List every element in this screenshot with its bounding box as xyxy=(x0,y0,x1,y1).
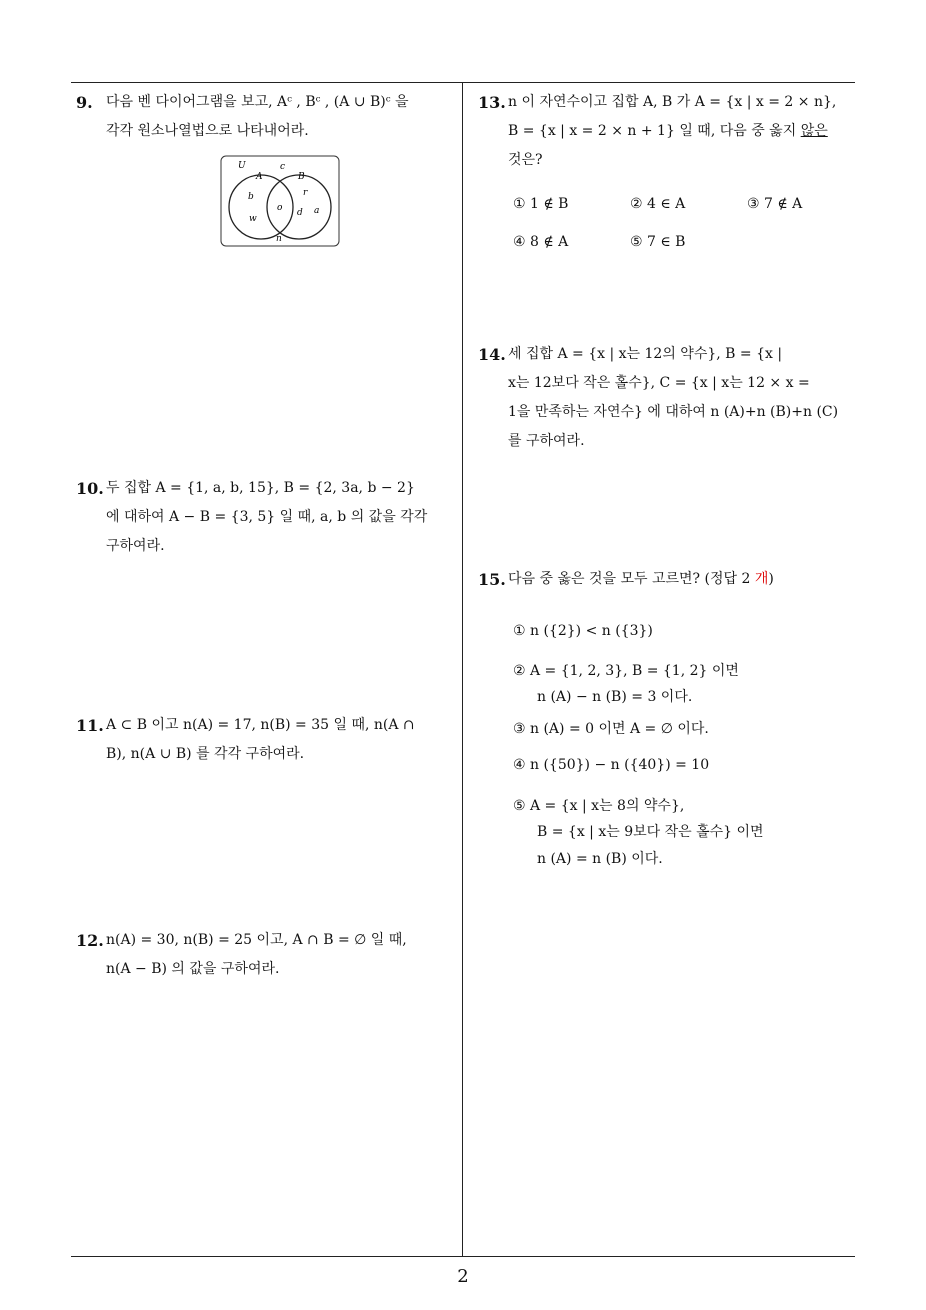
problem-11 xyxy=(76,711,456,771)
problem-number: 14. xyxy=(478,345,506,364)
choice-5-continuation: n (A) = n (B) 이다. xyxy=(537,851,663,867)
problem-text-line: 구하여라. xyxy=(106,538,165,554)
problem-text-line: n 이 자연수이고 집합 A, B 가 A = {x | x = 2 × n}, xyxy=(508,94,837,110)
venn-element: r xyxy=(303,188,308,198)
problem-text-line: 것은? xyxy=(508,152,543,168)
problem-15 xyxy=(478,565,858,595)
problem-10 xyxy=(76,474,456,564)
problem-text-line xyxy=(508,117,828,146)
text-segment: ) xyxy=(768,571,774,587)
problem-text-line: 를 구하여라. xyxy=(508,433,585,449)
problem-14 xyxy=(478,340,858,460)
venn-element: b xyxy=(248,192,254,202)
choice-2: ② A = {1, 2, 3}, B = {1, 2} 이면 xyxy=(513,663,739,679)
top-rule xyxy=(71,82,855,83)
venn-label-u: U xyxy=(238,161,246,171)
problem-text-line: 세 집합 A = {x | x는 12의 약수}, B = {x | xyxy=(508,346,783,362)
venn-diagram xyxy=(220,155,340,247)
venn-element: a xyxy=(314,206,320,216)
text-segment: 다음 중 옳은 것을 모두 고르면? (정답 2 xyxy=(508,571,755,587)
problem-text-line xyxy=(508,565,774,594)
page-number: 2 xyxy=(457,1266,469,1287)
choice-3: ③ 7 ∉ A xyxy=(747,196,803,212)
choice-1: ① 1 ∉ B xyxy=(513,196,569,212)
problem-text-line: 두 집합 A = {1, a, b, 15}, B = {2, 3a, b − 2} xyxy=(106,480,415,496)
choice-3: ③ n (A) = 0 이면 A = ∅ 이다. xyxy=(513,721,709,737)
choice-2: ② 4 ∈ A xyxy=(630,196,686,212)
problem-12 xyxy=(76,926,456,986)
problem-number: 12. xyxy=(76,931,104,950)
red-word: 개 xyxy=(754,571,769,587)
choice-5: ⑤ 7 ∈ B xyxy=(630,234,686,250)
venn-element: o xyxy=(277,203,283,213)
problem-text-line: n(A) = 30, n(B) = 25 이고, A ∩ B = ∅ 일 때, xyxy=(106,932,407,948)
problem-text-line: x는 12보다 작은 홀수}, C = {x | x는 12 × x = xyxy=(508,375,810,391)
venn-element: d xyxy=(297,208,303,218)
problem-number: 13. xyxy=(478,93,506,112)
choice-2-continuation: n (A) − n (B) = 3 이다. xyxy=(537,689,693,705)
problem-text-line: 각각 원소나열법으로 나타내어라. xyxy=(106,123,309,139)
column-divider xyxy=(462,82,463,1257)
bottom-rule xyxy=(71,1256,855,1257)
text-segment: B = {x | x = 2 × n + 1} 일 때, 다음 중 옳지 xyxy=(508,123,801,139)
problem-text-line: 다음 벤 다이어그램을 보고, Aᶜ , Bᶜ , (A ∪ B)ᶜ 을 xyxy=(106,94,409,110)
problem-text-line: 에 대하여 A − B = {3, 5} 일 때, a, b 의 값을 각각 xyxy=(106,509,428,525)
problem-text-line: B), n(A ∪ B) 를 각각 구하여라. xyxy=(106,746,305,762)
choice-5-continuation: B = {x | x는 9보다 작은 홀수} 이면 xyxy=(537,824,764,840)
problem-text-line: 1을 만족하는 자연수} 에 대하여 n (A)+n (B)+n (C) xyxy=(508,404,839,420)
venn-label-a: A xyxy=(256,172,263,182)
venn-element: c xyxy=(280,162,286,172)
problem-number: 10. xyxy=(76,479,104,498)
venn-element: w xyxy=(249,214,257,224)
choice-4: ④ n ({50}) − n ({40}) = 10 xyxy=(513,757,710,773)
problem-number: 9. xyxy=(76,93,93,112)
choice-5: ⑤ A = {x | x는 8의 약수}, xyxy=(513,798,685,814)
problem-number: 15. xyxy=(478,570,506,589)
problem-number: 11. xyxy=(76,716,104,735)
choice-4: ④ 8 ∉ A xyxy=(513,234,569,250)
problem-text-line: n(A − B) 의 값을 구하여라. xyxy=(106,961,280,977)
choice-1: ① n ({2}) < n ({3}) xyxy=(513,623,653,639)
venn-element: n xyxy=(276,234,282,244)
problem-text-line: A ⊂ B 이고 n(A) = 17, n(B) = 35 일 때, n(A ∩ xyxy=(106,717,415,733)
venn-label-b: B xyxy=(298,172,305,182)
underlined-word: 않은 xyxy=(800,123,828,139)
